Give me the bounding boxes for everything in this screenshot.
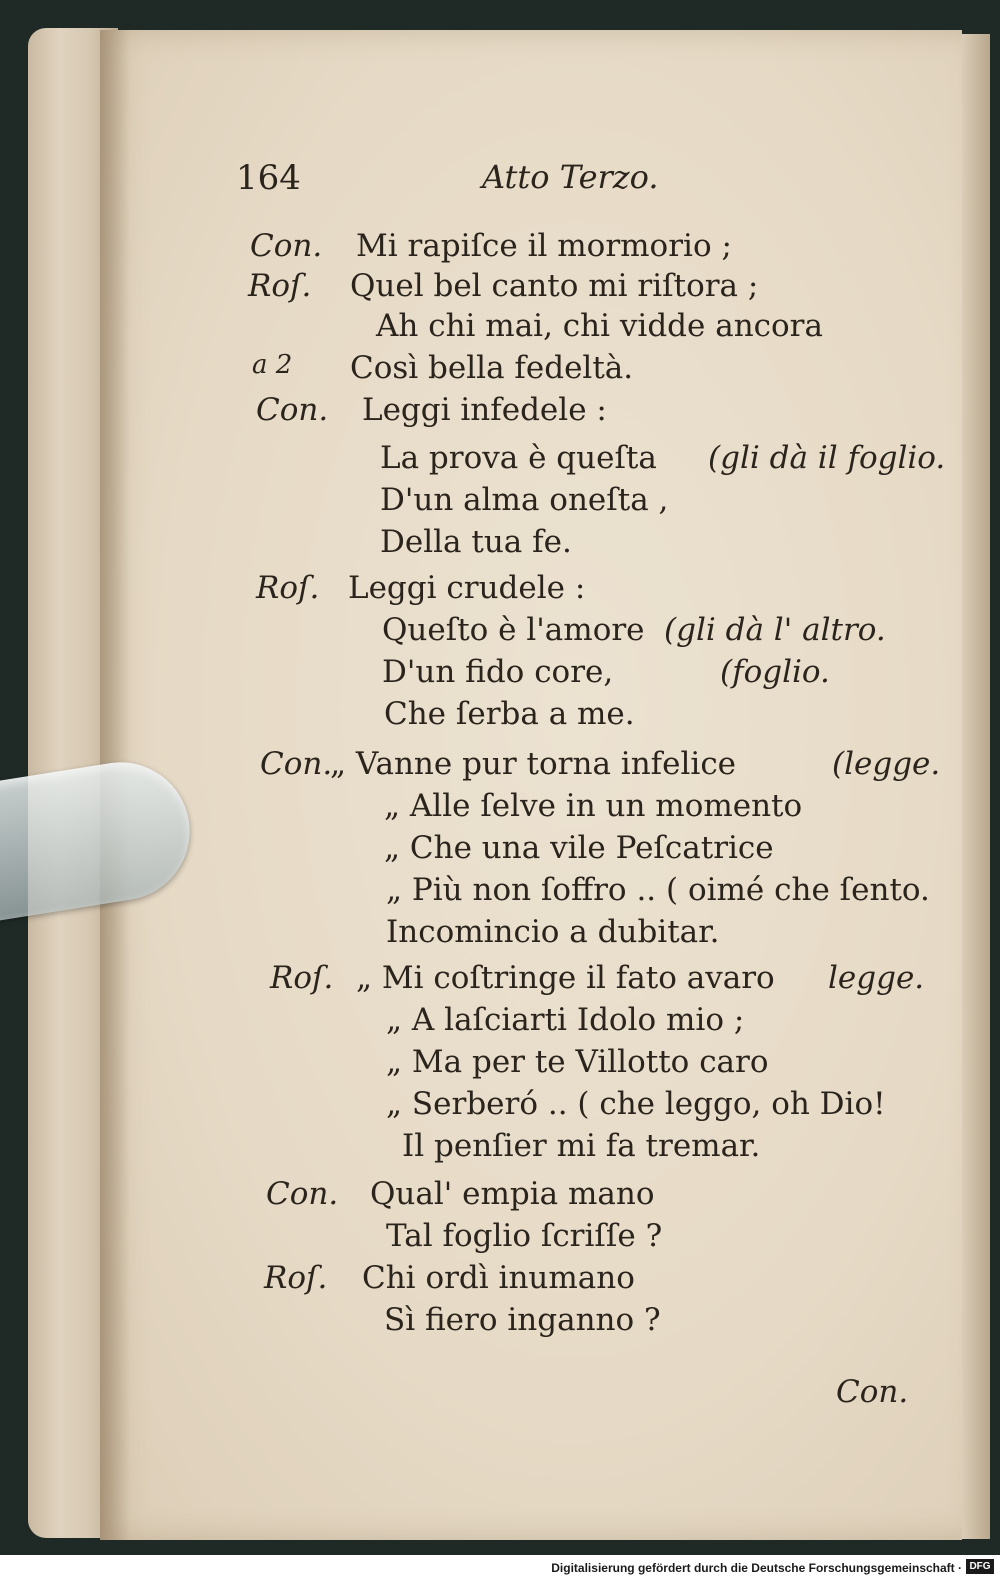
stage-direction: (legge.: [832, 746, 941, 782]
verse-line: „ Vanne pur torna infelice: [330, 746, 737, 782]
verse-line: Qual' empia mano: [370, 1176, 655, 1212]
stage-direction: legge.: [828, 960, 925, 996]
verse-line: Leggi infedele :: [362, 392, 607, 428]
speaker-label: Con.: [256, 392, 329, 428]
verse-line: D'un alma oneſta ,: [380, 482, 669, 518]
verse-line: „ Più non ſoffro .. ( oimé che ſento.: [386, 872, 930, 908]
verse-line: Quel bel canto mi riſtora ;: [350, 268, 759, 304]
speaker-label: a 2: [252, 350, 293, 380]
stage-direction: (gli dà il foglio.: [708, 440, 946, 476]
speaker-label: Roſ.: [264, 1260, 328, 1296]
speaker-label: Roſ.: [256, 570, 320, 606]
verse-line: Chi ordì inumano: [362, 1260, 635, 1296]
stage-direction: (foglio.: [720, 654, 830, 690]
footer-credit: Digitalisierung gefördert durch die Deutsche Forschungsgemeinschaft ·: [551, 1561, 962, 1575]
verse-line: Della tua fe.: [380, 524, 572, 560]
verse-line: D'un fido core,: [382, 654, 614, 690]
verse-line: Queſto è l'amore: [382, 612, 645, 648]
verse-line: „ Serberó .. ( che leggo, oh Dio!: [386, 1086, 886, 1122]
verse-line: „ Ma per te Villotto caro: [386, 1044, 769, 1080]
dfg-logo: DFG: [966, 1559, 994, 1574]
stage-direction: (gli dà l' altro.: [664, 612, 886, 648]
verse-line: „ Alle ſelve in un momento: [384, 788, 803, 824]
verse-line: Mi rapiſce il mormorio ;: [356, 228, 732, 264]
verse-line: „ Che una vile Peſcatrice: [384, 830, 774, 866]
verse-line: Così bella fedeltà.: [350, 350, 634, 386]
speaker-label: Roſ.: [248, 268, 312, 304]
verse-line: „ Mi coſtringe il fato avaro: [356, 960, 775, 996]
verse-line: „ A laſciarti Idolo mio ;: [386, 1002, 745, 1038]
speaker-label: Roſ.: [270, 960, 334, 996]
page-header-title: Atto Terzo.: [482, 158, 659, 196]
verse-line: Ah chi mai, chi vidde ancora: [376, 308, 823, 344]
verse-line: La prova è queſta: [380, 440, 657, 476]
speaker-label: Con.: [266, 1176, 339, 1212]
verse-line: Il penſier mi fa tremar.: [402, 1128, 761, 1164]
verse-line: Tal foglio ſcriſſe ?: [386, 1218, 663, 1254]
verse-line: Che ſerba a me.: [384, 696, 635, 732]
verse-line: Incomincio a dubitar.: [386, 914, 720, 950]
page-number: 164: [236, 158, 301, 198]
speaker-label: Con.: [260, 746, 333, 782]
catchword: Con.: [836, 1374, 909, 1410]
verse-line: Sì fiero inganno ?: [384, 1302, 661, 1338]
speaker-label: Con.: [250, 228, 323, 264]
verse-line: Leggi crudele :: [348, 570, 586, 606]
